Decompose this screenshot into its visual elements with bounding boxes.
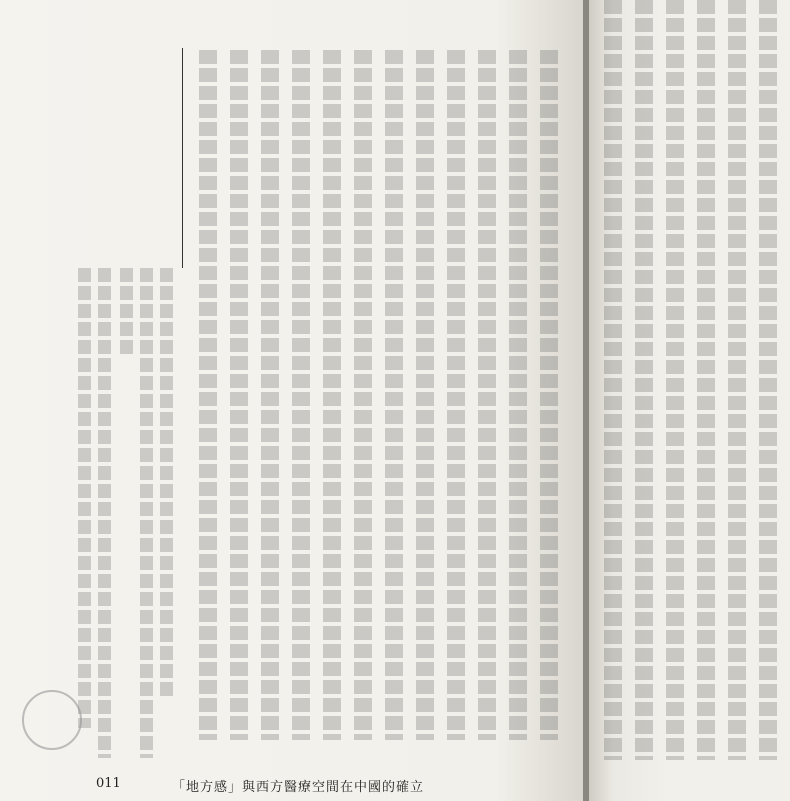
text-column	[478, 50, 496, 740]
text-column	[666, 0, 684, 760]
text-column	[230, 50, 248, 740]
text-column	[261, 50, 279, 740]
text-column	[416, 50, 434, 740]
text-column	[759, 0, 777, 760]
text-column	[540, 50, 558, 740]
text-column	[323, 50, 341, 740]
text-column	[635, 0, 653, 760]
footnote-line	[140, 268, 153, 758]
text-column	[728, 0, 746, 760]
text-column	[292, 50, 310, 740]
page-number: 011	[96, 776, 121, 791]
footnote-line	[120, 268, 133, 358]
text-column	[509, 50, 527, 740]
text-column	[385, 50, 403, 740]
text-column	[354, 50, 372, 740]
text-column	[697, 0, 715, 760]
text-column	[199, 50, 217, 740]
footnote-rule	[182, 48, 183, 268]
library-stamp	[22, 690, 82, 750]
text-column	[604, 0, 622, 760]
right-page	[589, 0, 790, 801]
footnote-line	[160, 268, 173, 698]
footnote-line	[98, 268, 111, 758]
text-column	[447, 50, 465, 740]
footnote-line	[78, 268, 91, 728]
running-title: 「地方感」與西方醫療空間在中國的確立	[172, 780, 425, 795]
